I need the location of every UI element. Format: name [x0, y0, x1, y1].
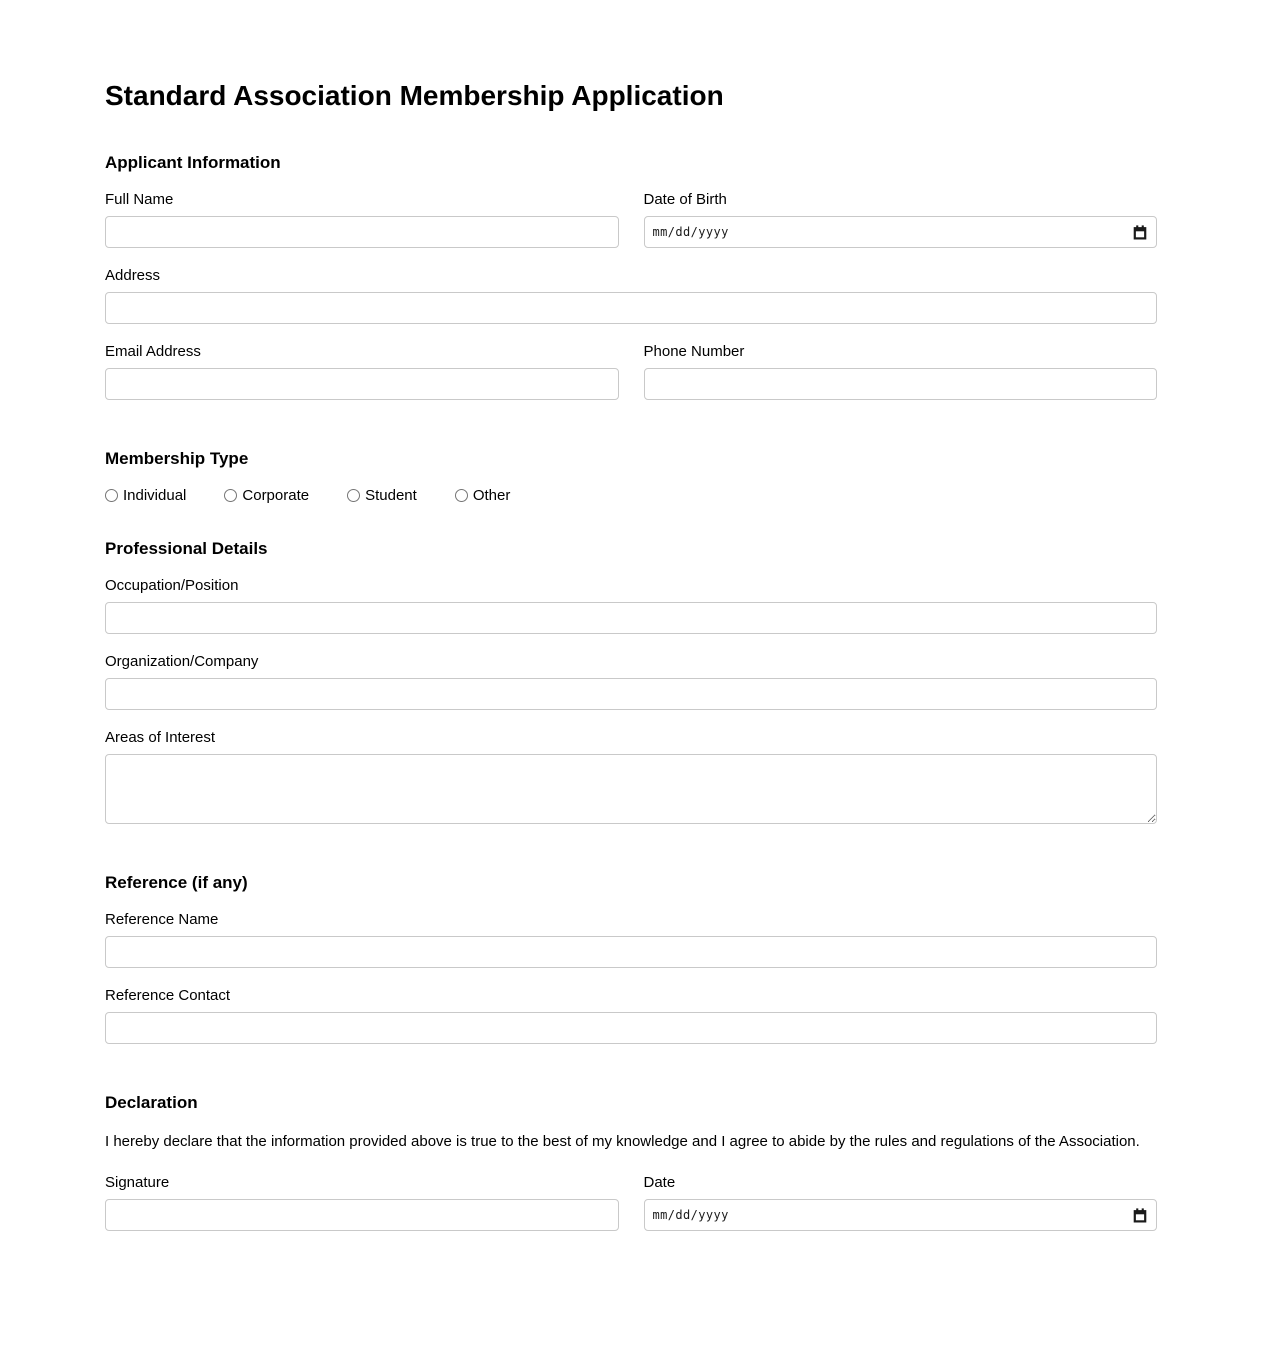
- date-input[interactable]: [644, 1199, 1158, 1231]
- occupation-label: Occupation/Position: [105, 577, 239, 594]
- declaration-heading: Declaration: [105, 1093, 198, 1112]
- section-declaration: [105, 1094, 1157, 1231]
- date-of-birth-placeholder: mm/dd/yyyy: [652, 225, 729, 239]
- address-label: Address: [105, 267, 161, 284]
- corporate-radio-label: Corporate: [242, 487, 310, 504]
- calendar-icon[interactable]: [1133, 225, 1147, 240]
- reference-name-input[interactable]: [105, 936, 1157, 968]
- areas-of-interest-textarea[interactable]: [105, 754, 1157, 824]
- date-of-birth-label: Date of Birth: [643, 191, 727, 208]
- reference-heading: Reference (if any): [105, 873, 248, 892]
- phone-number-input[interactable]: [644, 368, 1158, 400]
- membership-type-heading: Membership Type: [105, 449, 249, 468]
- areas-of-interest-label: Areas of Interest: [105, 729, 216, 746]
- email-address-input[interactable]: [105, 368, 619, 400]
- calendar-icon[interactable]: [1133, 1208, 1147, 1223]
- membership-option-student[interactable]: [347, 487, 417, 504]
- section-applicant-information: [105, 154, 1157, 400]
- professional-details-heading: Professional Details: [105, 539, 268, 558]
- occupation-input[interactable]: [105, 602, 1157, 634]
- organization-label: Organization/Company: [105, 653, 259, 670]
- email-address-label: Email Address: [105, 343, 201, 360]
- membership-option-corporate[interactable]: [224, 487, 309, 504]
- membership-option-other[interactable]: [455, 487, 511, 504]
- reference-contact-input[interactable]: [105, 1012, 1157, 1044]
- reference-name-label: Reference Name: [105, 911, 219, 928]
- address-input[interactable]: [105, 292, 1157, 324]
- full-name-input[interactable]: [105, 216, 619, 248]
- phone-number-label: Phone Number: [643, 343, 745, 360]
- signature-label: Signature: [105, 1174, 170, 1191]
- student-radio[interactable]: [347, 489, 360, 502]
- date-placeholder: mm/dd/yyyy: [652, 1208, 729, 1222]
- student-radio-label: Student: [365, 487, 417, 504]
- signature-input[interactable]: [105, 1199, 619, 1231]
- membership-type-radio-group: [105, 487, 1157, 504]
- membership-option-individual[interactable]: [105, 487, 186, 504]
- date-of-birth-input[interactable]: [644, 216, 1158, 248]
- individual-radio[interactable]: [105, 489, 118, 502]
- date-label: Date: [643, 1174, 676, 1191]
- section-membership-type: [105, 450, 1157, 504]
- applicant-information-heading: Applicant Information: [105, 153, 281, 172]
- reference-contact-label: Reference Contact: [105, 987, 231, 1004]
- other-radio[interactable]: [455, 489, 468, 502]
- corporate-radio[interactable]: [224, 489, 237, 502]
- organization-input[interactable]: [105, 678, 1157, 710]
- membership-application-form: [105, 0, 1157, 1372]
- declaration-statement: I hereby declare that the information provided above is true to the best of my knowledge and I agree to abide by the rules and regulations of the Association.: [105, 1133, 1140, 1150]
- full-name-label: Full Name: [105, 191, 174, 208]
- section-reference: [105, 874, 1157, 1044]
- page-title: Standard Association Membership Application: [105, 80, 724, 111]
- other-radio-label: Other: [472, 487, 511, 504]
- individual-radio-label: Individual: [123, 487, 187, 504]
- section-professional-details: [105, 540, 1157, 824]
